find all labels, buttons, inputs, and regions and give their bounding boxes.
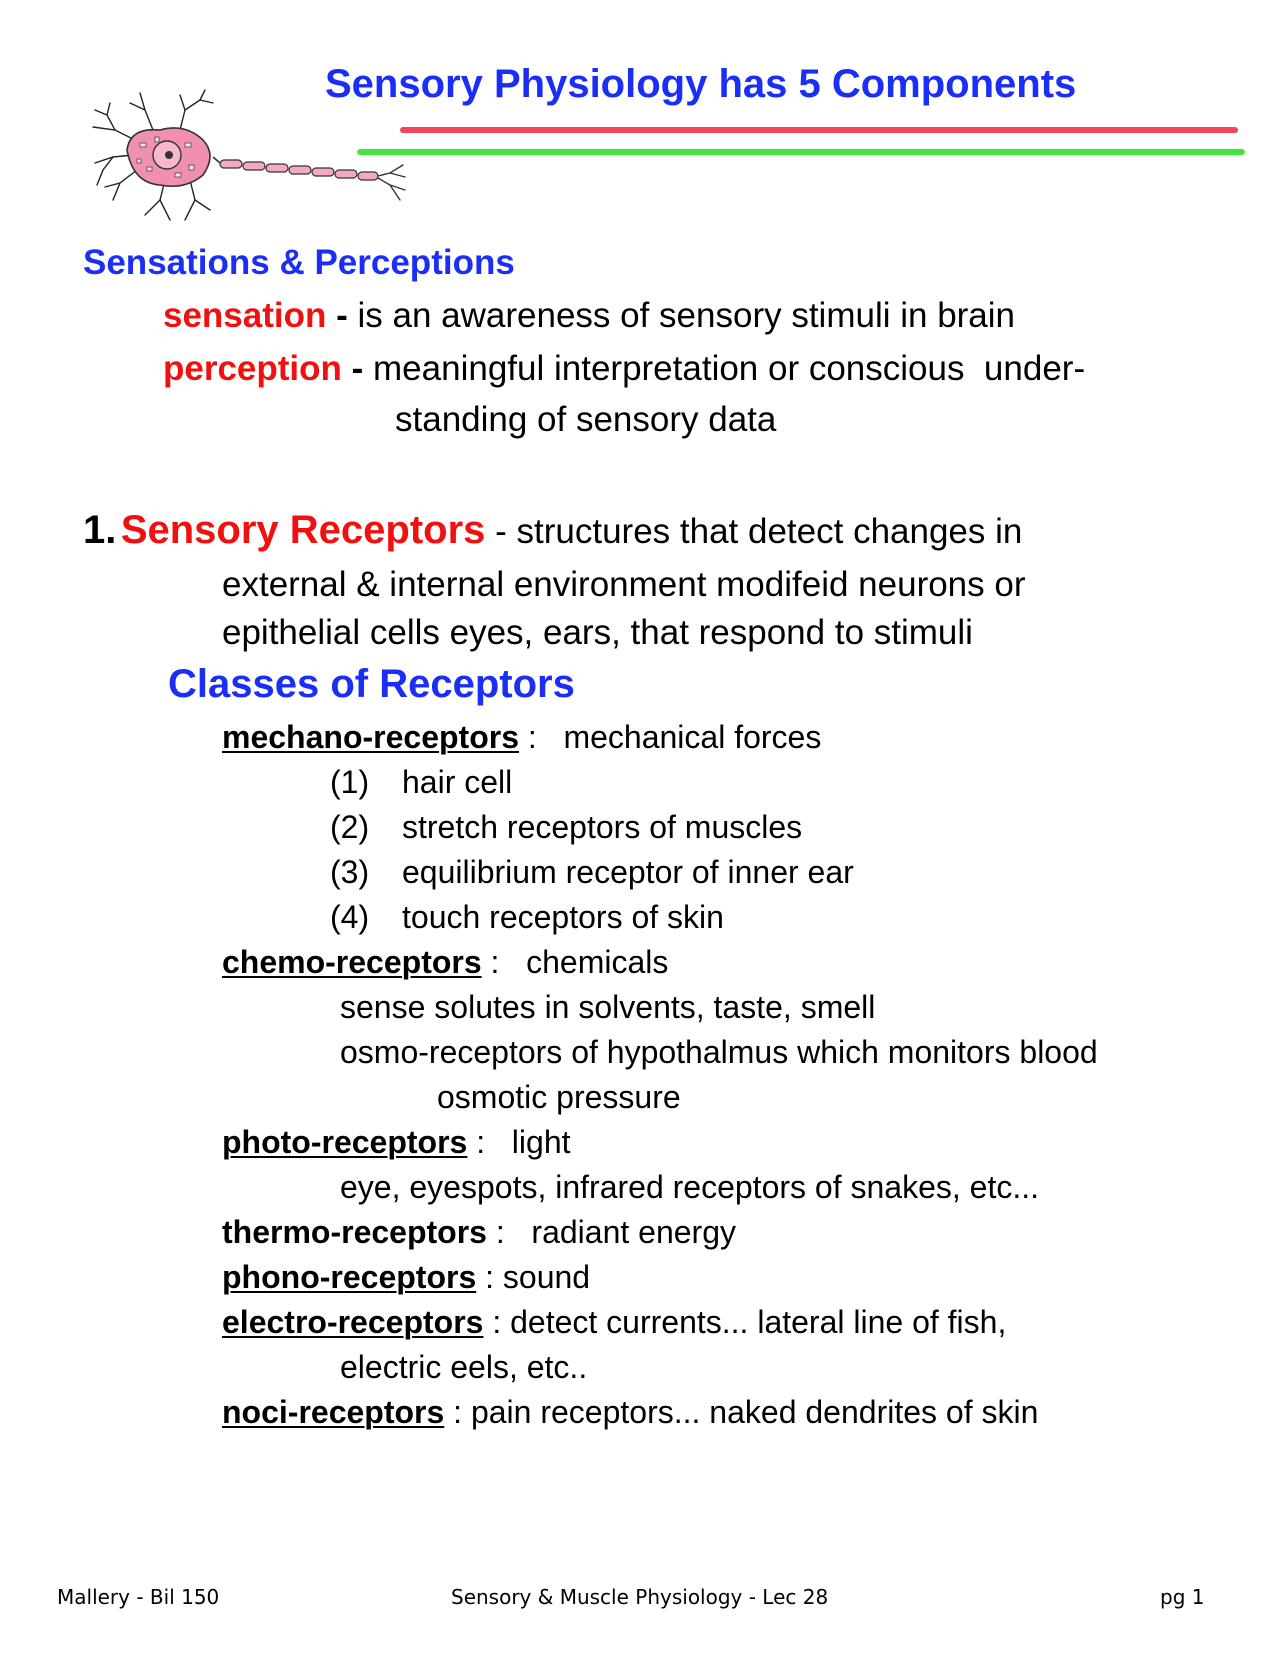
classes-heading: Classes of Receptors (168, 662, 575, 706)
perception-def-line2: standing of sensory data (395, 400, 777, 439)
mechano-receptors-row (222, 719, 821, 756)
title-underline-green (357, 149, 1245, 155)
list-item-text: stretch receptors of muscles (402, 809, 803, 845)
chemo-receptors-desc: : chemicals (481, 944, 669, 980)
sensory-receptors-heading (83, 508, 1022, 553)
thermo-receptors-desc: : radiant energy (486, 1214, 736, 1250)
perception-def-line1: meaningful interpretation or conscious under- (373, 349, 1086, 388)
chemo-receptors-label: chemo-receptors (222, 944, 482, 980)
photo-receptors-row (222, 1124, 571, 1161)
sensory-receptors-term: Sensory Receptors (120, 508, 486, 552)
list-item-number: (2) (330, 809, 370, 845)
perception-definition (163, 349, 1085, 389)
sensory-receptors-dash: - (485, 512, 517, 551)
footer-course: Sensory & Muscle Physiology - Lec 28 (451, 1585, 829, 1609)
noci-receptors-desc: : pain receptors... naked dendrites of skin (444, 1394, 1039, 1430)
electro-line1: electric eels, etc.. (340, 1349, 588, 1385)
electro-receptors-desc: : detect currents... lateral line of fish, (483, 1304, 1007, 1340)
noci-receptors-label: noci-receptors (222, 1394, 445, 1430)
sensory-receptors-def-line2: external & internal environment modifeid neurons or (222, 565, 1026, 604)
page-title: Sensory Physiology has 5 Components (325, 62, 1077, 106)
mechano-receptors-label: mechano-receptors (222, 719, 519, 755)
list-item-text: equilibrium receptor of inner ear (402, 854, 854, 890)
perception-dash: - (341, 349, 374, 388)
phono-receptors-label: phono-receptors (222, 1259, 477, 1295)
noci-receptors-row (222, 1394, 1038, 1431)
footer-page-number: pg 1 (1160, 1585, 1205, 1609)
neuron-icon (85, 85, 425, 235)
photo-line1: eye, eyespots, infrared receptors of snakes, etc... (340, 1169, 1040, 1205)
electro-receptors-label: electro-receptors (222, 1304, 484, 1340)
list-item (330, 854, 854, 891)
sensation-dash: - (326, 296, 358, 335)
sensory-receptors-def-line1: structures that detect changes in (516, 512, 1023, 551)
phono-receptors-row (222, 1259, 590, 1296)
thermo-receptors-label: thermo-receptors (222, 1214, 487, 1250)
list-item-number: (1) (330, 764, 370, 800)
photo-receptors-label: photo-receptors (222, 1124, 468, 1160)
section-number: 1. (83, 508, 117, 552)
list-item (330, 809, 802, 846)
section-heading-sensations: Sensations & Perceptions (83, 243, 515, 282)
list-item-number: (3) (330, 854, 370, 890)
perception-term: perception (163, 349, 342, 388)
list-item-text: touch receptors of skin (402, 899, 724, 935)
sensation-term: sensation (163, 296, 327, 335)
electro-receptors-row (222, 1304, 1006, 1341)
title-underline-red (400, 127, 1238, 133)
sensory-receptors-def-line3: epithelial cells eyes, ears, that respond to stimuli (222, 613, 973, 652)
footer-author: Mallery - Bil 150 (57, 1585, 220, 1609)
sensation-definition (163, 296, 1015, 336)
chemo-line1: sense solutes in solvents, taste, smell (340, 989, 876, 1025)
photo-receptors-desc: : light (467, 1124, 571, 1160)
list-item (330, 899, 724, 936)
list-item-text: hair cell (402, 764, 513, 800)
chemo-line3: osmotic pressure (437, 1079, 681, 1115)
list-item (330, 764, 512, 801)
phono-receptors-desc: : sound (476, 1259, 591, 1295)
mechano-receptors-desc: : mechanical forces (518, 719, 822, 755)
thermo-receptors-row (222, 1214, 736, 1251)
sensation-def: is an awareness of sensory stimuli in brain (357, 296, 1016, 335)
chemo-line2: osmo-receptors of hypothalmus which monitors blood (340, 1034, 1098, 1070)
list-item-number: (4) (330, 899, 370, 935)
chemo-receptors-row (222, 944, 668, 981)
